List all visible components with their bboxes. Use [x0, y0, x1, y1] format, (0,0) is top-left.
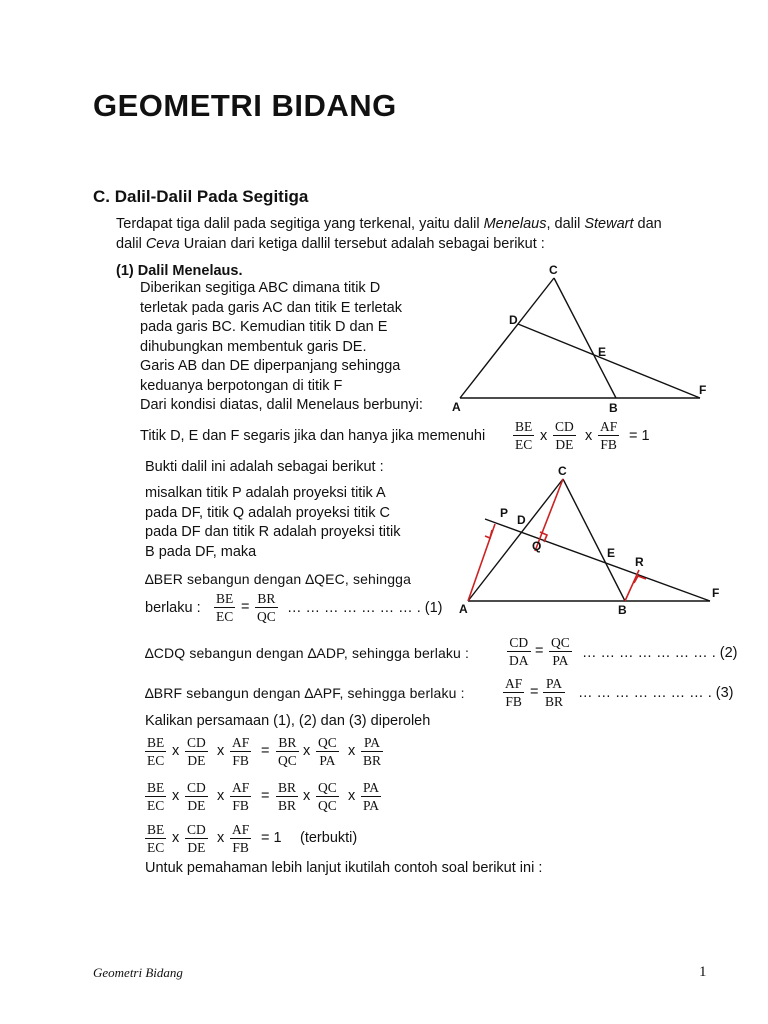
- proof-intro: Bukti dalil ini adalah sebagai berikut :: [145, 459, 384, 475]
- fraction-BR-QC: $\frac{BR}{QC}$: [257, 591, 276, 624]
- equation-number-3: … … … … … … … . (3): [578, 685, 734, 701]
- fraction-PA-BR: $\frac{PA}{BR}$: [363, 735, 382, 768]
- label-E: E: [598, 345, 607, 359]
- label-P: P: [500, 506, 509, 520]
- fraction-AF-FB: $\frac{AF}{FB}$: [232, 780, 250, 813]
- proof-line: pada DF dan titik R adalah proyeksi titik: [145, 524, 401, 540]
- label-A: A: [452, 400, 461, 414]
- berlaku-label: berlaku :: [145, 600, 201, 616]
- fraction-CD-DA: $\frac{CD}{DA}$: [509, 635, 529, 668]
- fraction-PA-PA: $\frac{PA}{PA}$: [363, 780, 380, 813]
- fraction-BR-BR: $\frac{BR}{BR}$: [278, 780, 297, 813]
- triangle-figure-proof: [455, 462, 725, 622]
- equals-sign: =: [241, 599, 250, 615]
- equals-sign: =: [530, 684, 539, 700]
- proof-line: pada DF, titik Q adalah proyeksi titik C: [145, 504, 390, 521]
- similarity-3: ∆BRF sebangun dengan ∆APF, sehingga berlaku :: [145, 685, 465, 701]
- menelaus-line: Dari kondisi diatas, dalil Menelaus berbunyi:: [140, 397, 423, 413]
- page-title: GEOMETRI BIDANG: [93, 88, 397, 123]
- fraction-CD-DE: $\frac{CD}{DE}$: [187, 735, 206, 768]
- times-sign: x: [217, 743, 225, 759]
- label-R: R: [635, 555, 644, 569]
- similarity-1: ∆BER sebangun dengan ∆QEC, sehingga: [145, 571, 411, 587]
- menelaus-line: dihubungkan membentuk garis DE.: [140, 338, 367, 355]
- times-sign: x: [348, 788, 356, 804]
- menelaus-line: keduanya berpotongan di titik F: [140, 377, 343, 394]
- closing-statement: Untuk pemahaman lebih lanjut ikutilah contoh soal berikut ini :: [145, 860, 543, 876]
- fraction-CD-DE: $\frac{CD}{DE}$: [187, 822, 206, 855]
- times-sign: x: [540, 428, 548, 444]
- menelaus-line: terletak pada garis AC dan titik E terletak: [140, 299, 402, 316]
- fraction-BE-EC: $\frac{BE}{EC}$: [147, 822, 165, 855]
- times-sign: x: [172, 830, 180, 846]
- fraction-AF-FB: $\frac{AF}{FB}$: [232, 822, 250, 855]
- similarity-2: ∆CDQ sebangun dengan ∆ADP, sehingga berlaku :: [145, 645, 470, 661]
- equals-one: = 1: [629, 428, 650, 444]
- equals-sign: =: [261, 743, 270, 759]
- fraction-PA-BR: $\frac{PA}{BR}$: [545, 676, 564, 709]
- intro-line-2: dalil Ceva Uraian dari ketiga dallil tersebut adalah sebagai berikut :: [116, 235, 545, 252]
- times-sign: x: [348, 743, 356, 759]
- menelaus-line: pada garis BC. Kemudian titik D dan E: [140, 319, 388, 335]
- label-B: B: [609, 401, 618, 415]
- fraction-BE-EC: $\frac{BE}{EC}$: [216, 591, 234, 624]
- label-D: D: [517, 513, 526, 527]
- intro-paragraph: [116, 215, 662, 254]
- times-sign: x: [217, 788, 225, 804]
- menelaus-line: Diberikan segitiga ABC dimana titik D: [140, 280, 381, 296]
- page-number: 1: [699, 964, 707, 980]
- label-Q: Q: [532, 539, 542, 553]
- proof-description: [145, 484, 401, 562]
- equation-number-1: … … … … … … … . (1): [287, 600, 443, 616]
- times-sign: x: [303, 788, 311, 804]
- fraction-AF-FB: $\frac{AF}{FB}$: [505, 676, 523, 709]
- multiply-statement: Kalikan persamaan (1), (2) dan (3) diperoleh: [145, 713, 431, 729]
- label-F: F: [699, 383, 707, 397]
- label-C: C: [549, 263, 558, 277]
- footer-title: Geometri Bidang: [93, 965, 183, 980]
- fraction-BE-EC: $\frac{BE}{EC}$: [147, 735, 165, 768]
- proof-line: B pada DF, maka: [145, 543, 257, 560]
- fraction-BE-EC: $\frac{BE}{EC}$: [515, 419, 533, 452]
- fraction-BE-EC: $\frac{BE}{EC}$: [147, 780, 165, 813]
- equals-sign: =: [261, 788, 270, 804]
- fraction-AF-FB: $\frac{AF}{FB}$: [232, 735, 250, 768]
- equation-number-2: … … … … … … … . (2): [582, 645, 738, 661]
- times-sign: x: [172, 743, 180, 759]
- fraction-BR-QC: $\frac{BR}{QC}$: [278, 735, 297, 768]
- proof-line: misalkan titik P adalah proyeksi titik A: [145, 485, 386, 501]
- fraction-QC-PA: $\frac{QC}{PA}$: [551, 635, 570, 668]
- fraction-AF-FB: $\frac{AF}{FB}$: [600, 419, 618, 452]
- label-B: B: [618, 603, 627, 617]
- label-D: D: [509, 313, 518, 327]
- times-sign: x: [172, 788, 180, 804]
- label-E: E: [607, 546, 616, 560]
- terbukti-note: (terbukti): [300, 830, 358, 846]
- intro-line-1: Terdapat tiga dalil pada segitiga yang terkenal, yaitu dalil Menelaus, dalil Stewart dan: [116, 216, 662, 232]
- times-sign: x: [585, 428, 593, 444]
- menelaus-heading: (1) Dalil Menelaus.: [116, 263, 243, 279]
- equals-sign: =: [535, 643, 544, 659]
- label-F: F: [712, 586, 720, 600]
- menelaus-line: Garis AB dan DE diperpanjang sehingga: [140, 358, 401, 374]
- fraction-QC-PA: $\frac{QC}{PA}$: [318, 735, 337, 768]
- fraction-CD-DE: $\frac{CD}{DE}$: [555, 419, 574, 452]
- triangle-figure-menelaus: [440, 258, 730, 418]
- menelaus-statement: Titik D, E dan F segaris jika dan hanya jika memenuhi: [140, 428, 486, 444]
- section-heading: C. Dalil-Dalil Pada Segitiga: [93, 187, 309, 206]
- equals-one: = 1: [261, 830, 282, 846]
- fraction-QC-QC: $\frac{QC}{QC}$: [318, 780, 337, 813]
- menelaus-description: [140, 279, 423, 416]
- label-A: A: [459, 602, 468, 616]
- fraction-CD-DE: $\frac{CD}{DE}$: [187, 780, 206, 813]
- times-sign: x: [303, 743, 311, 759]
- times-sign: x: [217, 830, 225, 846]
- label-C: C: [558, 464, 567, 478]
